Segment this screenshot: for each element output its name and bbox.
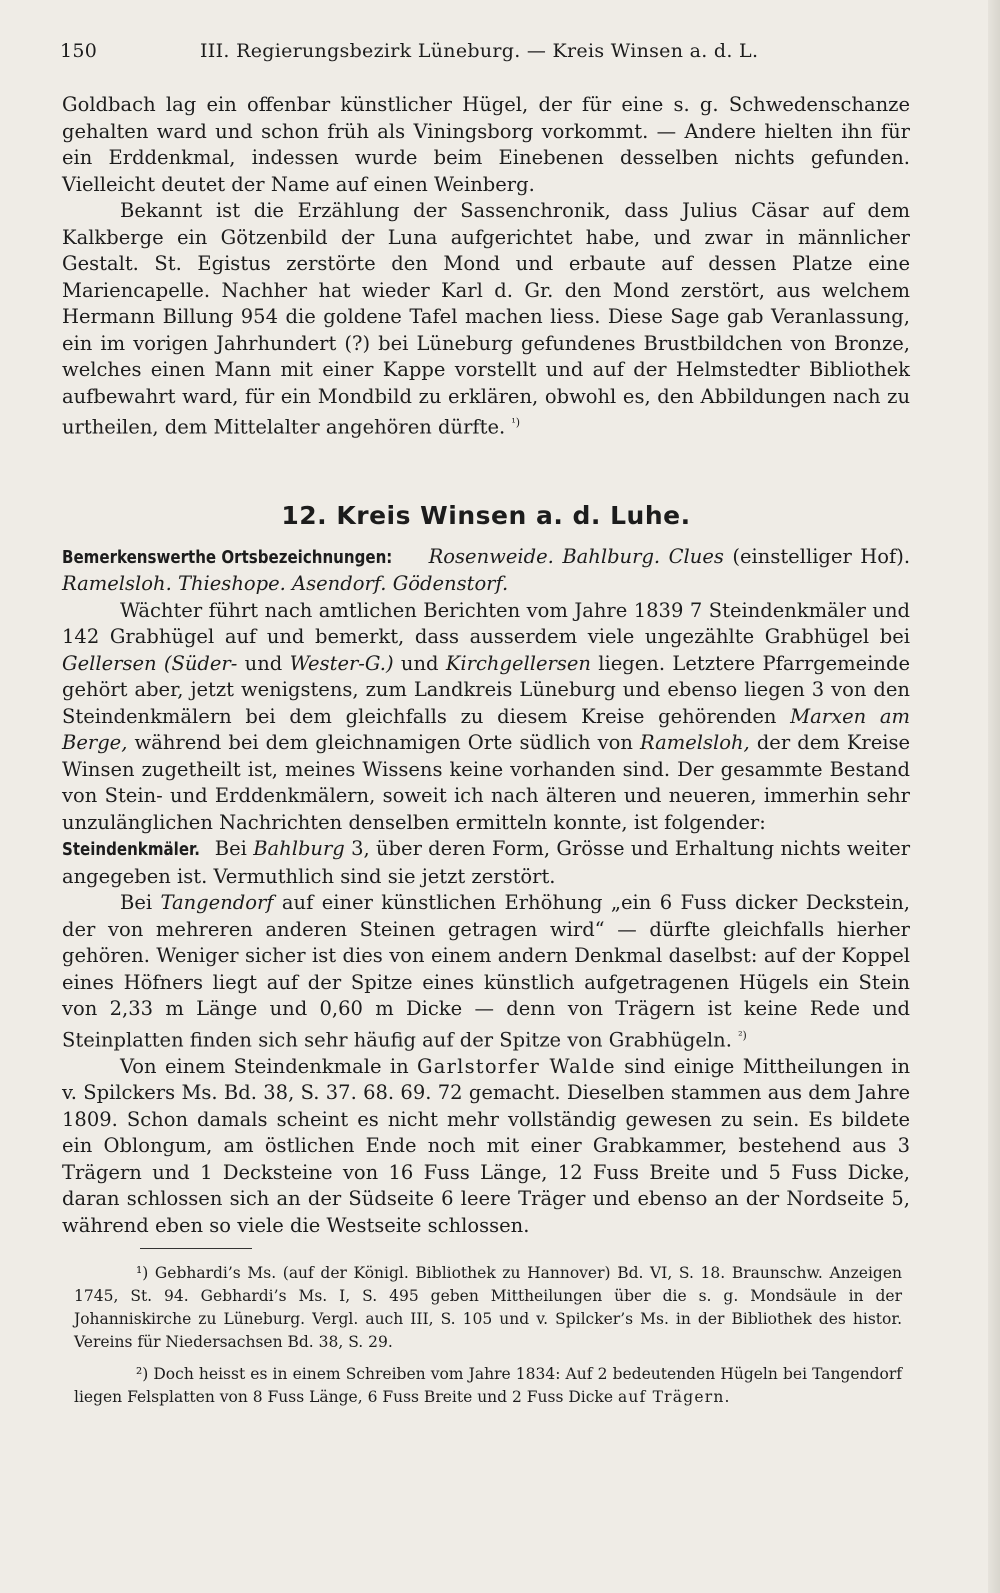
paragraph-sassenchronik: Bekannt ist die Erzählung der Sassenchronik, dass Julius Cäsar auf dem Kalkberge ein Götzenbild der Luna aufgerichtet habe, und zwar in männlicher Gestalt. St. Egistus zerstörte den Mond und erbaute auf dessen Platze eine Mariencapelle. Nachher hat wieder Karl d. Gr. den Mond zerstört, aus welchem Hermann Billung 954 die goldene Tafel machen liess. Diese Sage gab Veranlassung, ein im vorigen Jahrhundert (?) bei Lüneburg gefundenes Brustbildchen von Bronze, welches einen Mann mit einer Kappe vorstellt und auf der Helmstedter Bibliothek aufbewahrt ward, für ein Mondbild zu erklären, obwohl es, den Abbildungen nach zu urtheilen, dem Mittelalter angehören dürfte. $^{^1)}$ bbox=[62, 199, 910, 439]
paragraph-place-names: Bemerkenswerthe Ortsbezeichnungen: Rosenweide. Bahlburg. Clues (einstelliger Hof). Ramelsloh. Thieshope. Asendorf. Gödenstorf. bbox=[62, 544, 911, 595]
page-number: 150 bbox=[60, 40, 98, 62]
footnote-2: ²) Doch heisst es in einem Schreiben vom Jahre 1834: Auf 2 bedeutenden Hügeln bei Tangendorf liegen Felsplatten von 8 Fuss Länge, 6 Fuss Breite und 2 Fuss Dicke auf Trägern. bbox=[74, 1365, 902, 1406]
footnotes bbox=[74, 1262, 902, 1418]
paragraph-goldbach: Goldbach lag ein offenbar künstlicher Hügel, der für eine s. g. Schwedenschanze gehalten ward und schon früh als Viningsborg vorkommt. — Andere hielten ihn für ein Erddenkmal, indessen wurde beim Einebenen desselben nichts gefunden. Vielleicht deutet der Name auf einen Weinberg. bbox=[62, 93, 910, 196]
stone-monuments-heading: Steindenkmäler. bbox=[62, 840, 201, 860]
paragraph-waechter: Wächter führt nach amtlichen Berichten vom Jahre 1839 7 Steindenkmäler und 142 Grabhügel auf und bemerkt, dass ausserdem viele ungezählte Grabhügel bei Gellersen (Süder- und Wester-G.) und Kirchgellersen liegen. Letztere Pfarrgemeinde gehört aber, jetzt wenigstens, zum Landkreis Lüneburg und ebenso liegen 3 von den Steindenkmälern bei dem gleichfalls zu diesem Kreise gehörenden Marxen am Berge, während bei dem gleichnamigen Orte südlich von Ramelsloh, der dem Kreise Winsen zugetheilt ist, meines Wissens keine vorhanden sind. Der gesammte Bestand von Stein- und Erddenkmälern, soweit ich nach älteren und neueren, immerhin sehr unzulänglichen Nachrichten denselben ermitteln konnte, ist folgender: bbox=[62, 598, 911, 834]
page-edge bbox=[988, 0, 1000, 1593]
place-names-heading: Bemerkenswerthe Ortsbezeichnungen: bbox=[62, 547, 393, 568]
paragraph-steindenkmaeler: Steindenkmäler. Bei Bahlburg 3, über deren Form, Grösse und Erhaltung nichts weiter angegeben ist. Vermuthlich sind sie jetzt zerstört. bbox=[62, 837, 911, 888]
section-title: 12. Kreis Winsen a. d. Luhe. bbox=[281, 501, 691, 530]
paragraph-tangendorf: Bei Tangendorf auf einer künstlichen Erhöhung „ein 6 Fuss dicker Deckstein, der von mehreren anderen Steinen getragen wird“ — dürfte gleichfalls hierher gehören. Weniger sicher ist dies von einem andern Denkmal daselbst: auf der Koppel eines Höfners liegt auf der Spitze eines künstlich aufgetragenen Hügels ein Stein von 2,33 m Länge und 0,60 m Dicke — denn von Trägern ist keine Rede und Steinplatten finden sich sehr häufig auf der Spitze von Grabhügeln. $^{^2)}$ bbox=[62, 891, 910, 1051]
body-text bbox=[62, 92, 910, 1239]
footnote-1: ¹) Gebhardi’s Ms. (auf der Königl. Bibliothek zu Hannover) Bd. VI, S. 18. Braunschw. Anzeigen 1745, St. 94. Gebhardi’s Ms. I, S. 495 geben Mittheilungen über die s. g. Mondsäule in der Johanniskirche zu Lüneburg. Vergl. auch III, S. 105 und v. Spilcker’s Ms. in der Bibliothek des histor. Vereins für Niedersachsen Bd. 38, S. 29. bbox=[74, 1264, 902, 1351]
running-title: III. Regierungsbezirk Lüneburg. — Kreis Winsen a. d. L. bbox=[200, 40, 759, 62]
footnote-rule bbox=[140, 1248, 252, 1249]
running-header bbox=[60, 40, 940, 62]
footnote-ref-2: ²) bbox=[738, 1028, 747, 1042]
footnote-ref-1: ¹) bbox=[511, 416, 521, 429]
paragraph-garlstorf: Von einem Steindenkmale in Garlstorfer Walde sind einige Mittheilungen in v. Spilckers Ms. Bd. 38, S. 37. 68. 69. 72 gemacht. Dieselben stammen aus dem Jahre 1809. Schon damals scheint es nicht mehr vollständig gewesen zu sein. Es bildete ein Oblongum, am östlichen Ende noch mit einer Grabkammer, bestehend aus 3 Trägern und 1 Decksteine von 16 Fuss Länge, 12 Fuss Breite und 5 Fuss Dicke, daran schlossen sich an der Südseite 6 leere Träger und ebenso an der Nordseite 5, während eben so viele die Westseite schlossen. bbox=[62, 1054, 911, 1237]
